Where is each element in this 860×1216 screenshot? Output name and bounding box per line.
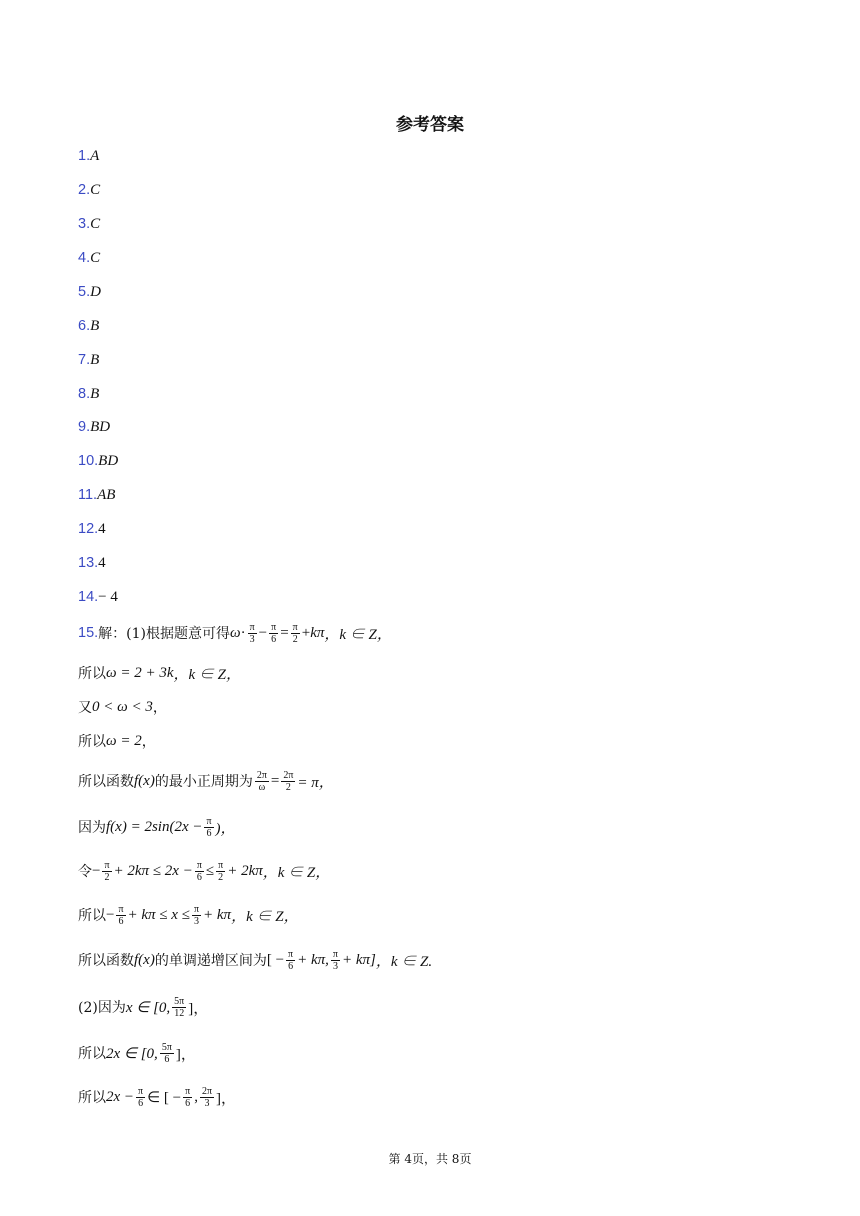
math-expr: + 2kπ ≤ 2x − xyxy=(113,862,193,879)
math-expr: f(x) xyxy=(134,951,155,968)
denominator: 3 xyxy=(193,915,199,927)
numerator: 2π xyxy=(283,769,294,781)
numerator: π xyxy=(218,859,224,871)
math-expr: + kπ xyxy=(203,906,232,923)
answer-value: B xyxy=(90,386,100,402)
solution-text: 所以 xyxy=(78,734,106,750)
fraction xyxy=(183,1086,192,1109)
answer-number: 15. xyxy=(78,625,99,641)
answer-value: 4 xyxy=(98,555,106,571)
fraction xyxy=(192,904,201,927)
answer-value: B xyxy=(90,352,100,368)
solution-line xyxy=(78,766,334,796)
numerator: π xyxy=(206,815,212,827)
math-expr: x ∈ [0, xyxy=(125,999,171,1016)
math-expr: ω = 2 + 3k xyxy=(106,664,174,681)
solution-line xyxy=(78,692,167,722)
answer-number: 10. xyxy=(78,453,99,469)
solution-line xyxy=(78,992,208,1022)
answer-value: BD xyxy=(90,419,111,435)
numerator: π xyxy=(271,621,277,633)
math-expr: + kπ] xyxy=(341,951,376,968)
numerator: π xyxy=(288,948,294,960)
answer-value: C xyxy=(90,250,101,266)
math-term: kπ xyxy=(310,624,325,641)
fraction xyxy=(248,622,257,645)
answer-value: BD xyxy=(98,453,119,469)
answer-number: 5. xyxy=(78,284,91,300)
math-expr: 2x ∈ [0, xyxy=(106,1045,158,1062)
math-op: ]， xyxy=(188,1000,209,1017)
numerator: 2π xyxy=(256,769,267,781)
solution-line xyxy=(78,658,241,688)
math-term: ，k ∈ Z， xyxy=(262,864,331,881)
fraction xyxy=(269,622,278,645)
answer-number: 13. xyxy=(78,555,99,571)
math-expr: + kπ, xyxy=(297,951,329,968)
answer-value: 4 xyxy=(98,521,106,537)
fraction xyxy=(136,1086,145,1109)
solution-line xyxy=(78,900,299,930)
solution-text: (2)因为 xyxy=(78,1000,126,1016)
denominator: 6 xyxy=(271,633,277,645)
fraction xyxy=(116,904,125,927)
answer-number: 9. xyxy=(78,419,91,435)
solution-line xyxy=(78,1082,236,1112)
solution-text: 令 xyxy=(78,864,92,880)
answer-item xyxy=(78,214,100,234)
math-expr: f(x) = 2sin(2x − xyxy=(106,818,203,835)
denominator: 6 xyxy=(118,915,124,927)
math-term: ，k ∈ Z. xyxy=(375,953,433,970)
answer-item xyxy=(78,316,99,336)
math-op: [ − xyxy=(266,951,285,968)
math-op: ]， xyxy=(175,1046,196,1063)
answer-item xyxy=(78,451,118,471)
denominator: 2 xyxy=(218,871,224,883)
answer-value: A xyxy=(90,148,100,164)
answer-item xyxy=(78,553,106,573)
answer-number: 1. xyxy=(78,148,91,164)
fraction xyxy=(204,816,213,839)
denominator: 6 xyxy=(206,827,212,839)
math-op: = xyxy=(270,772,280,789)
math-op: − xyxy=(106,906,115,923)
math-expr: ω = 2 xyxy=(106,732,142,749)
answer-number: 4. xyxy=(78,250,91,266)
answer-number: 7. xyxy=(78,352,91,368)
numerator: 5π xyxy=(161,1041,172,1053)
answer-value: C xyxy=(90,216,101,232)
denominator: 3 xyxy=(204,1097,210,1109)
fraction xyxy=(291,622,300,645)
page-footer: 第 4页，共 8页 xyxy=(388,1152,472,1166)
answer-item xyxy=(78,248,100,268)
answer-item xyxy=(78,417,110,437)
numerator: π xyxy=(118,903,124,915)
denominator: 6 xyxy=(164,1053,170,1065)
answer-value: B xyxy=(90,318,100,334)
fraction xyxy=(216,860,225,883)
denominator: 2 xyxy=(104,871,110,883)
fraction xyxy=(160,1042,174,1065)
answer-number: 12. xyxy=(78,521,99,537)
fraction xyxy=(281,770,295,793)
solution-text: 因为 xyxy=(78,820,106,836)
numerator: π xyxy=(332,948,338,960)
fraction xyxy=(200,1086,214,1109)
solution-text: 所以 xyxy=(78,1090,106,1106)
math-expr: 0 < ω < 3 xyxy=(92,698,153,715)
denominator: 6 xyxy=(138,1097,144,1109)
math-op: + xyxy=(301,624,311,641)
answer-value: D xyxy=(90,284,101,300)
solution-text: 所以 xyxy=(78,666,106,682)
denominator: 6 xyxy=(288,960,294,972)
solution-text: 所以 xyxy=(78,908,106,924)
numerator: π xyxy=(104,859,110,871)
page-title: 参考答案 xyxy=(396,115,464,135)
math-op: − xyxy=(92,862,101,879)
solution-line xyxy=(78,618,392,648)
solution-text: ， xyxy=(141,734,156,750)
denominator: 6 xyxy=(196,871,202,883)
solution-text: 又 xyxy=(78,700,92,716)
answer-number: 2. xyxy=(78,182,91,198)
math-expr: f(x) xyxy=(134,772,155,789)
math-omega: ω xyxy=(230,624,241,641)
fraction xyxy=(286,949,295,972)
math-term: ，k ∈ Z， xyxy=(231,908,299,925)
answer-item xyxy=(78,146,99,166)
numerator: π xyxy=(196,859,202,871)
math-expr: )， xyxy=(215,820,236,837)
answer-value: AB xyxy=(97,487,116,503)
answer-number: 3. xyxy=(78,216,91,232)
numerator: 5π xyxy=(174,995,185,1007)
math-op: ]， xyxy=(216,1090,236,1107)
answer-item xyxy=(78,282,101,302)
math-op: · xyxy=(240,624,246,641)
answer-value: − 4 xyxy=(98,589,118,605)
denominator: 3 xyxy=(332,960,338,972)
answer-item xyxy=(78,587,118,607)
answer-item xyxy=(78,485,115,505)
answer-item xyxy=(78,384,99,404)
math-expr: + kπ ≤ x ≤ xyxy=(127,906,190,923)
denominator: 3 xyxy=(249,633,255,645)
math-expr: = π， xyxy=(297,774,334,791)
answer-number: 6. xyxy=(78,318,91,334)
denominator: ω xyxy=(258,781,266,793)
answer-item xyxy=(78,519,106,539)
answer-item xyxy=(78,180,100,200)
answer-number: 8. xyxy=(78,386,91,402)
solution-text: 所以函数 xyxy=(78,774,134,790)
math-op: = xyxy=(280,624,289,641)
fraction xyxy=(331,949,340,972)
answer-number: 14. xyxy=(78,589,99,605)
math-expr: 2x − xyxy=(106,1088,135,1105)
solution-text: 所以 xyxy=(78,1046,106,1062)
math-op: ≤ xyxy=(205,862,215,879)
math-op: ∈ [ − xyxy=(147,1089,182,1106)
fraction xyxy=(195,860,204,883)
solution-text: 的最小正周期为 xyxy=(154,774,253,790)
numerator: π xyxy=(249,621,255,633)
solution-line xyxy=(78,1038,196,1068)
numerator: π xyxy=(185,1085,191,1097)
math-expr: + 2kπ xyxy=(227,862,263,879)
answer-number: 11. xyxy=(78,487,98,503)
numerator: π xyxy=(193,903,200,915)
solution-text: 所以函数 xyxy=(78,953,134,969)
math-op: , xyxy=(194,1088,198,1105)
solution-line xyxy=(78,945,432,975)
numerator: π xyxy=(292,621,298,633)
answer-value: C xyxy=(90,182,101,198)
math-term: ，k ∈ Z， xyxy=(324,626,392,643)
solution-line xyxy=(78,726,156,756)
answer-item xyxy=(78,350,99,370)
numerator: π xyxy=(138,1085,144,1097)
denominator: 12 xyxy=(174,1007,185,1019)
solution-line xyxy=(78,856,330,886)
fraction xyxy=(255,770,269,793)
solution-text: ， xyxy=(152,700,167,716)
numerator: 2π xyxy=(201,1085,212,1097)
math-op: − xyxy=(258,624,268,641)
solution-text: 解：(1)根据题意可得 xyxy=(98,626,231,642)
denominator: 2 xyxy=(285,781,291,793)
solution-text: 的单调递增区间为 xyxy=(154,953,267,969)
denominator: 2 xyxy=(292,633,298,645)
denominator: 6 xyxy=(185,1097,191,1109)
fraction xyxy=(172,996,186,1019)
solution-line xyxy=(78,812,236,842)
fraction xyxy=(102,860,111,883)
math-term: ，k ∈ Z， xyxy=(173,666,242,683)
